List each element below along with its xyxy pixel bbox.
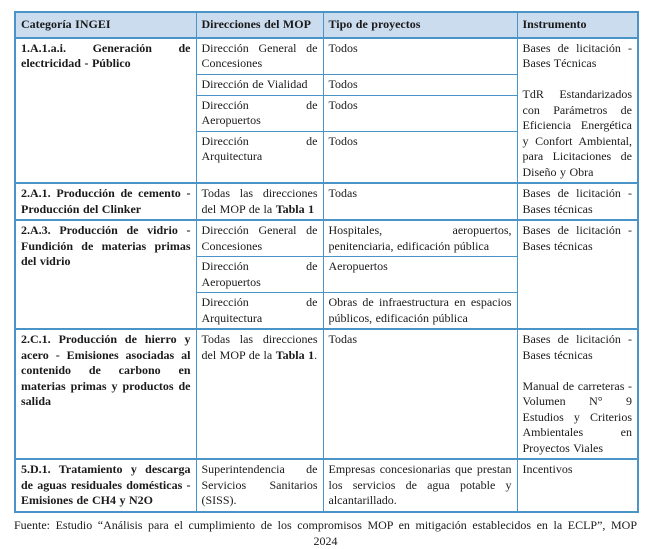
col-header-direcciones-mop: Direcciones del MOP bbox=[196, 12, 323, 38]
row5-category-cell: 5.D.1. Tratamiento y descarga de aguas residuales domésticas - Emisiones de CH4 y N2O bbox=[15, 459, 196, 512]
instrumento-paragraph: TdR Estandarizados con Parámetros de Eficiencia Energética y Confort Ambiental, para Licitaciones de Diseño y Obra bbox=[522, 87, 632, 179]
row1-instrumento-cell bbox=[517, 38, 638, 184]
row4-direccion-cell bbox=[196, 329, 323, 459]
source-citation: Fuente: Estudio “Análisis para el cumplimiento de los compromisos MOP en mitigación establecidos en la ECLP”, MOP bbox=[14, 517, 637, 532]
row3-direccion-cell-3: Dirección de Arquitectura bbox=[196, 293, 323, 330]
row4-category-cell: 2.C.1. Producción de hierro y acero - Emisiones asociadas al contenido de carbono en materias primas y productos de salida bbox=[15, 329, 196, 459]
col-header-tipo-proyectos: Tipo de proyectos bbox=[323, 12, 517, 38]
instrumento-paragraph: Incentivos bbox=[522, 462, 573, 476]
row4-tipo-cell: Todas bbox=[323, 329, 517, 459]
table-row bbox=[15, 220, 638, 257]
row2-tipo-cell: Todas bbox=[323, 183, 517, 220]
row5-tipo-cell: Empresas concesionarias que prestan los servicios de agua potable y alcantarillado. bbox=[323, 459, 517, 512]
row1-direccion-cell-2: Dirección de Vialidad bbox=[196, 74, 323, 95]
instrumento-paragraph: Bases de licitación - Bases técnicas bbox=[522, 186, 632, 216]
instrumento-paragraph: Manual de carreteras - Volumen N° 9 Estudios y Criterios Ambientales en Proyectos Viales bbox=[522, 378, 632, 455]
row1-category-cell: 1.A.1.a.i. Generación de electricidad - Público bbox=[15, 38, 196, 184]
row3-tipo-cell-1: Hospitales, aeropuertos, penitenciaria, edificación pública bbox=[323, 220, 517, 257]
instrumento-paragraph: Bases de licitación - Bases técnicas bbox=[522, 223, 632, 253]
row2-category-cell: 2.A.1. Producción de cemento - Producción del Clinker bbox=[15, 183, 196, 220]
row1-direccion-cell-4: Dirección de Arquitectura bbox=[196, 131, 323, 183]
col-header-categoria-ingei: Categoría INGEI bbox=[15, 12, 196, 38]
row3-instrumento-cell bbox=[517, 220, 638, 329]
row5-instrumento-cell bbox=[517, 459, 638, 512]
row3-category-cell: 2.A.3. Producción de vidrio - Fundición de materias primas del vidrio bbox=[15, 220, 196, 329]
row3-direccion-cell-2: Dirección de Aeropuertos bbox=[196, 257, 323, 293]
tabla1-reference: Tabla 1 bbox=[275, 201, 315, 216]
table-row bbox=[15, 38, 638, 75]
source-year: 2024 bbox=[313, 533, 338, 548]
row1-direccion-cell-3: Dirección de Aeropuertos bbox=[196, 95, 323, 131]
direccion-text: . bbox=[314, 347, 318, 362]
row3-direccion-cell-1: Dirección General de Concesiones bbox=[196, 220, 323, 257]
table-source-note bbox=[14, 517, 637, 549]
row3-tipo-cell-3: Obras de infraestructura en espacios públicos, edificación pública bbox=[323, 293, 517, 330]
row1-direccion-cell-1: Dirección General de Concesiones bbox=[196, 38, 323, 75]
table-row bbox=[15, 459, 638, 512]
row2-direccion-cell bbox=[196, 183, 323, 220]
tabla1-reference: Tabla 1 bbox=[275, 347, 315, 362]
col-header-instrumento: Instrumento bbox=[517, 12, 638, 38]
instrumento-paragraph: Bases de licitación - Bases técnicas bbox=[522, 332, 632, 362]
row1-tipo-cell-2: Todos bbox=[323, 74, 517, 95]
row5-direccion-cell: Superintendencia de Servicios Sanitarios (SISS). bbox=[196, 459, 323, 512]
direccion-text: Todas las direcciones del MOP de la bbox=[201, 186, 318, 216]
table-row bbox=[15, 329, 638, 459]
table-header-row bbox=[15, 12, 638, 38]
row1-tipo-cell-1: Todos bbox=[323, 38, 517, 75]
instrumento-paragraph: Bases de licitación - Bases Técnicas bbox=[522, 40, 632, 70]
direccion-text: Todas las direcciones del MOP de la bbox=[201, 332, 318, 362]
row3-tipo-cell-2: Aeropuertos bbox=[323, 257, 517, 293]
row2-instrumento-cell bbox=[517, 183, 638, 220]
table-row bbox=[15, 183, 638, 220]
ingei-mop-table bbox=[14, 11, 639, 513]
row4-instrumento-cell bbox=[517, 329, 638, 459]
row1-tipo-cell-4: Todos bbox=[323, 131, 517, 183]
row1-tipo-cell-3: Todos bbox=[323, 95, 517, 131]
